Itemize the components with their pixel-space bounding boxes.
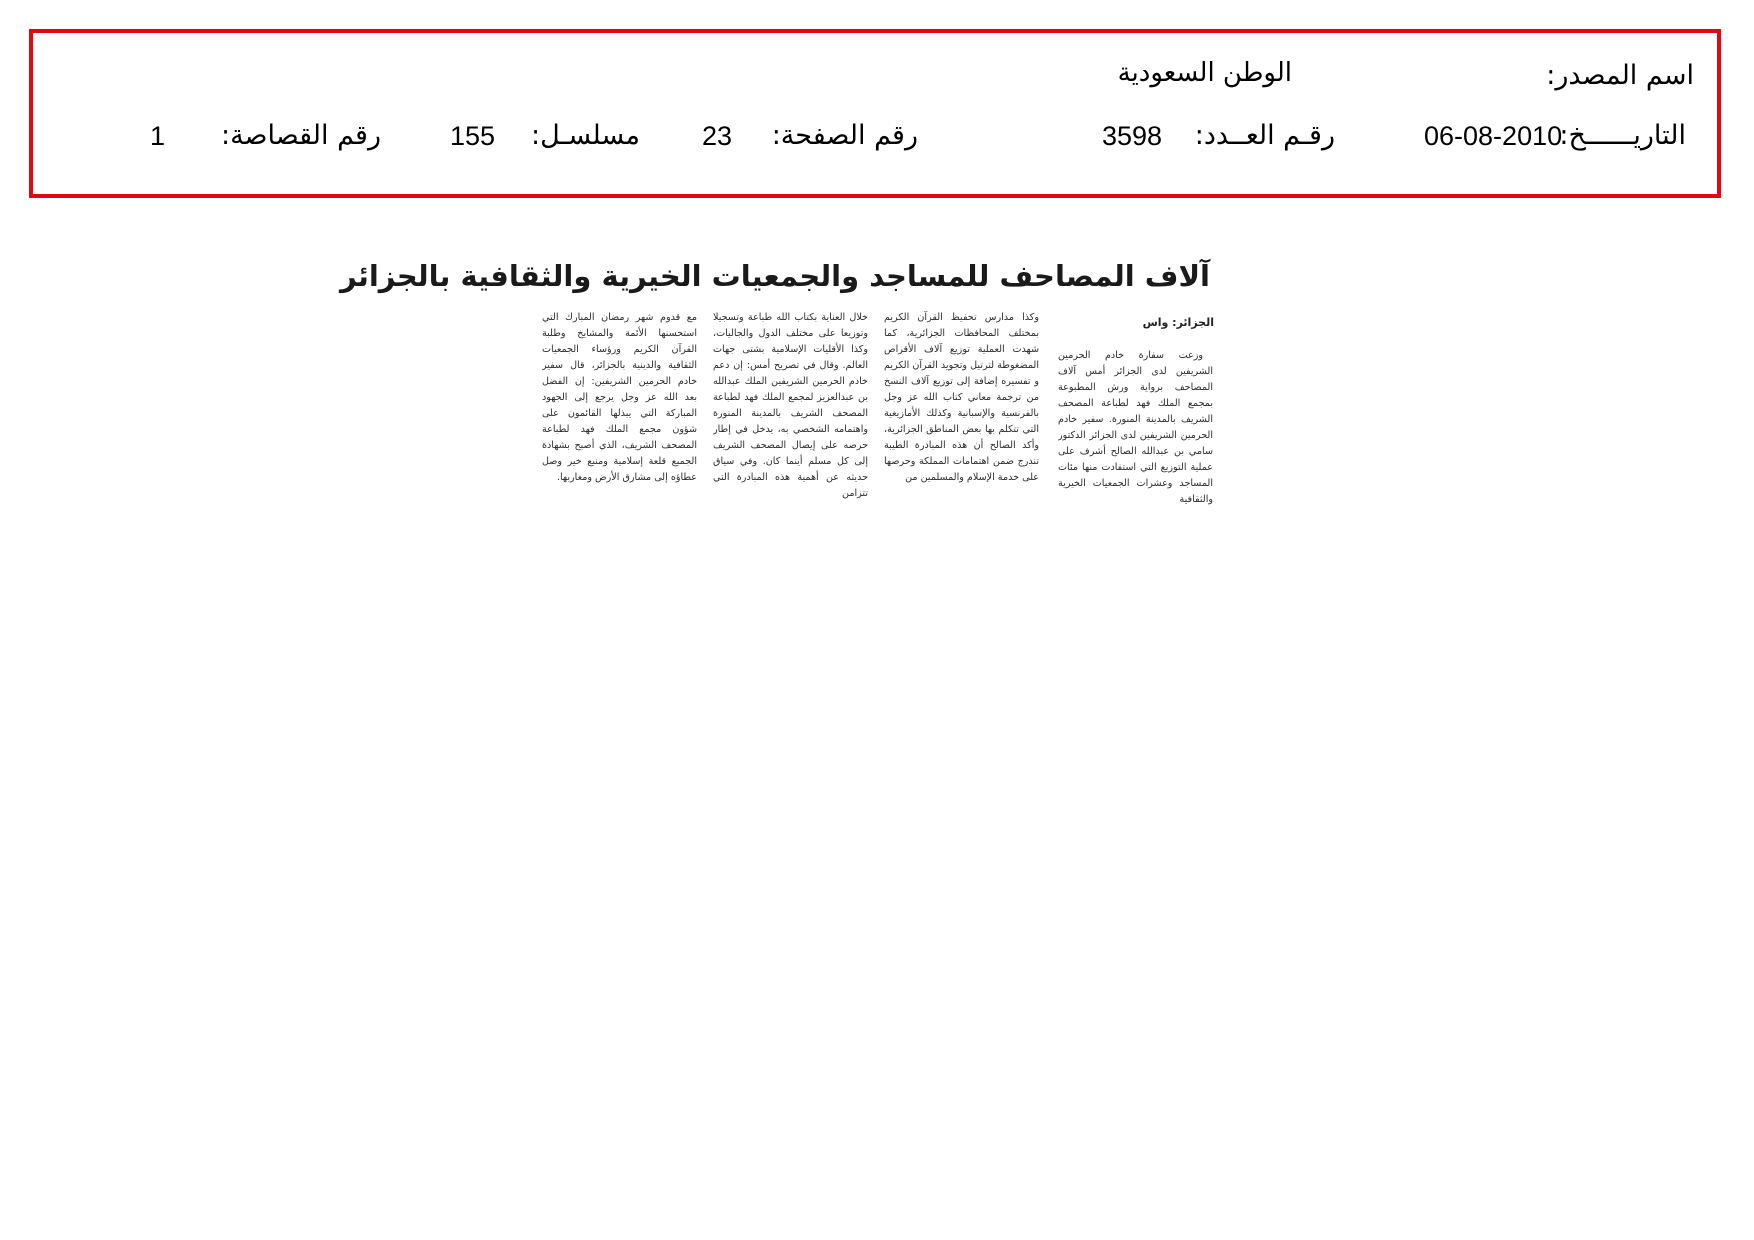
serial-label: مسلسـل: xyxy=(530,120,640,151)
clipping-label: رقم القصاصة: xyxy=(220,120,381,151)
article-column-2-text: وكذا مدارس تحفيظ القرآن الكريم بمختلف المحافظات الجزائرية، كما شهدت العملية توزيع آلاف الأقراص المضغوطة لترتيل وتجويد القرآن الكريم و تفسيره إضافة إلى توزيع آلاف النسخ من ترجمة معاني كتاب الله عز وجل بالفرنسية والإسبانية وكذلك الأمازيغية التي تتكلم بها بعض المناطق الجزائرية، وأكد الصالح أن هذه المبادرة الطيبة تندرج ضمن اهتمامات المملكة وحرصها على خدمة الإسلام والمسلمين من xyxy=(884,312,1039,483)
issue-value: 3598 xyxy=(1102,121,1163,151)
serial-value: 155 xyxy=(450,121,496,151)
article-column-2 xyxy=(884,310,1039,506)
clipping-value: 1 xyxy=(150,121,166,151)
source-value: الوطن السعودية xyxy=(1117,58,1292,88)
article-column-1-text: وزعت سفارة خادم الحرمين الشريفين لدى الجزائر أمس آلاف المصاحف برواية ورش المطبوعة بمجمع الملك فهد لطباعة المصحف الشريف بالمدينة المنورة. سفير خادم الحرمين الشريفين لدى الجزائر الدكتور سامي بن عبدالله الصالح أشرف على عملية التوزيع التي استفادت منها مئات المساجد وعشرات الجمعيات الخيرية والثقافية xyxy=(1058,350,1213,505)
article-headline: آلاف المصاحف للمساجد والجمعيات الخيرية والثقافية بالجزائر xyxy=(339,259,1210,293)
article-column-4 xyxy=(542,310,697,506)
article-column-3 xyxy=(713,310,868,506)
source-label: اسم المصدر: xyxy=(1546,60,1694,91)
page-label: رقم الصفحة: xyxy=(771,120,918,151)
clipping-header-box xyxy=(29,29,1721,198)
article-column-1 xyxy=(1058,348,1213,508)
page-value: 23 xyxy=(702,121,733,151)
article-column-3-text: خلال العناية بكتاب الله طباعة وتسجيلا وتوزيعا على مختلف الدول والجاليات، وكذا الأقليات الإسلامية بشتى جهات العالم. وقال في تصريح أمس: إن دعم خادم الحرمين الشريفين الملك عبدالله بن عبدالعزيز لمجمع الملك فهد لطباعة المصحف الشريف بالمدينة المنورة واهتمامه الشخصي به، يدخل في إطار حرصه على إيصال المصحف الشريف إلى كل مسلم أينما كان. وفي سياق حديثه عن أهمية هذه المبادرة التي تتزامن xyxy=(713,312,868,499)
issue-label: رقـم العــدد: xyxy=(1194,120,1335,151)
article-dateline: الجزائر: واس xyxy=(1142,316,1214,329)
date-label: التاريــــــخ: xyxy=(1559,120,1686,151)
date-value: 06-08-2010 xyxy=(1424,121,1563,151)
article-column-4-text: مع قدوم شهر رمضان المبارك التي استحسنها الأئمة والمشايخ وطلبة القرآن الكريم ورؤساء الجمعيات الثقافية والدينية بالجزائر، قال سفير خادم الحرمين الشريفين: إن الفضل بعد الله عز وجل يرجع إلى الجهود المباركة التي يبذلها القائمون على شؤون مجمع الملك فهد لطباعة المصحف الشريف، الذي أصبح بشهادة الجميع قلعة إسلامية ومنبع خير وصل عطاؤه إلى مشارق الأرض ومغاربها. xyxy=(542,312,697,483)
